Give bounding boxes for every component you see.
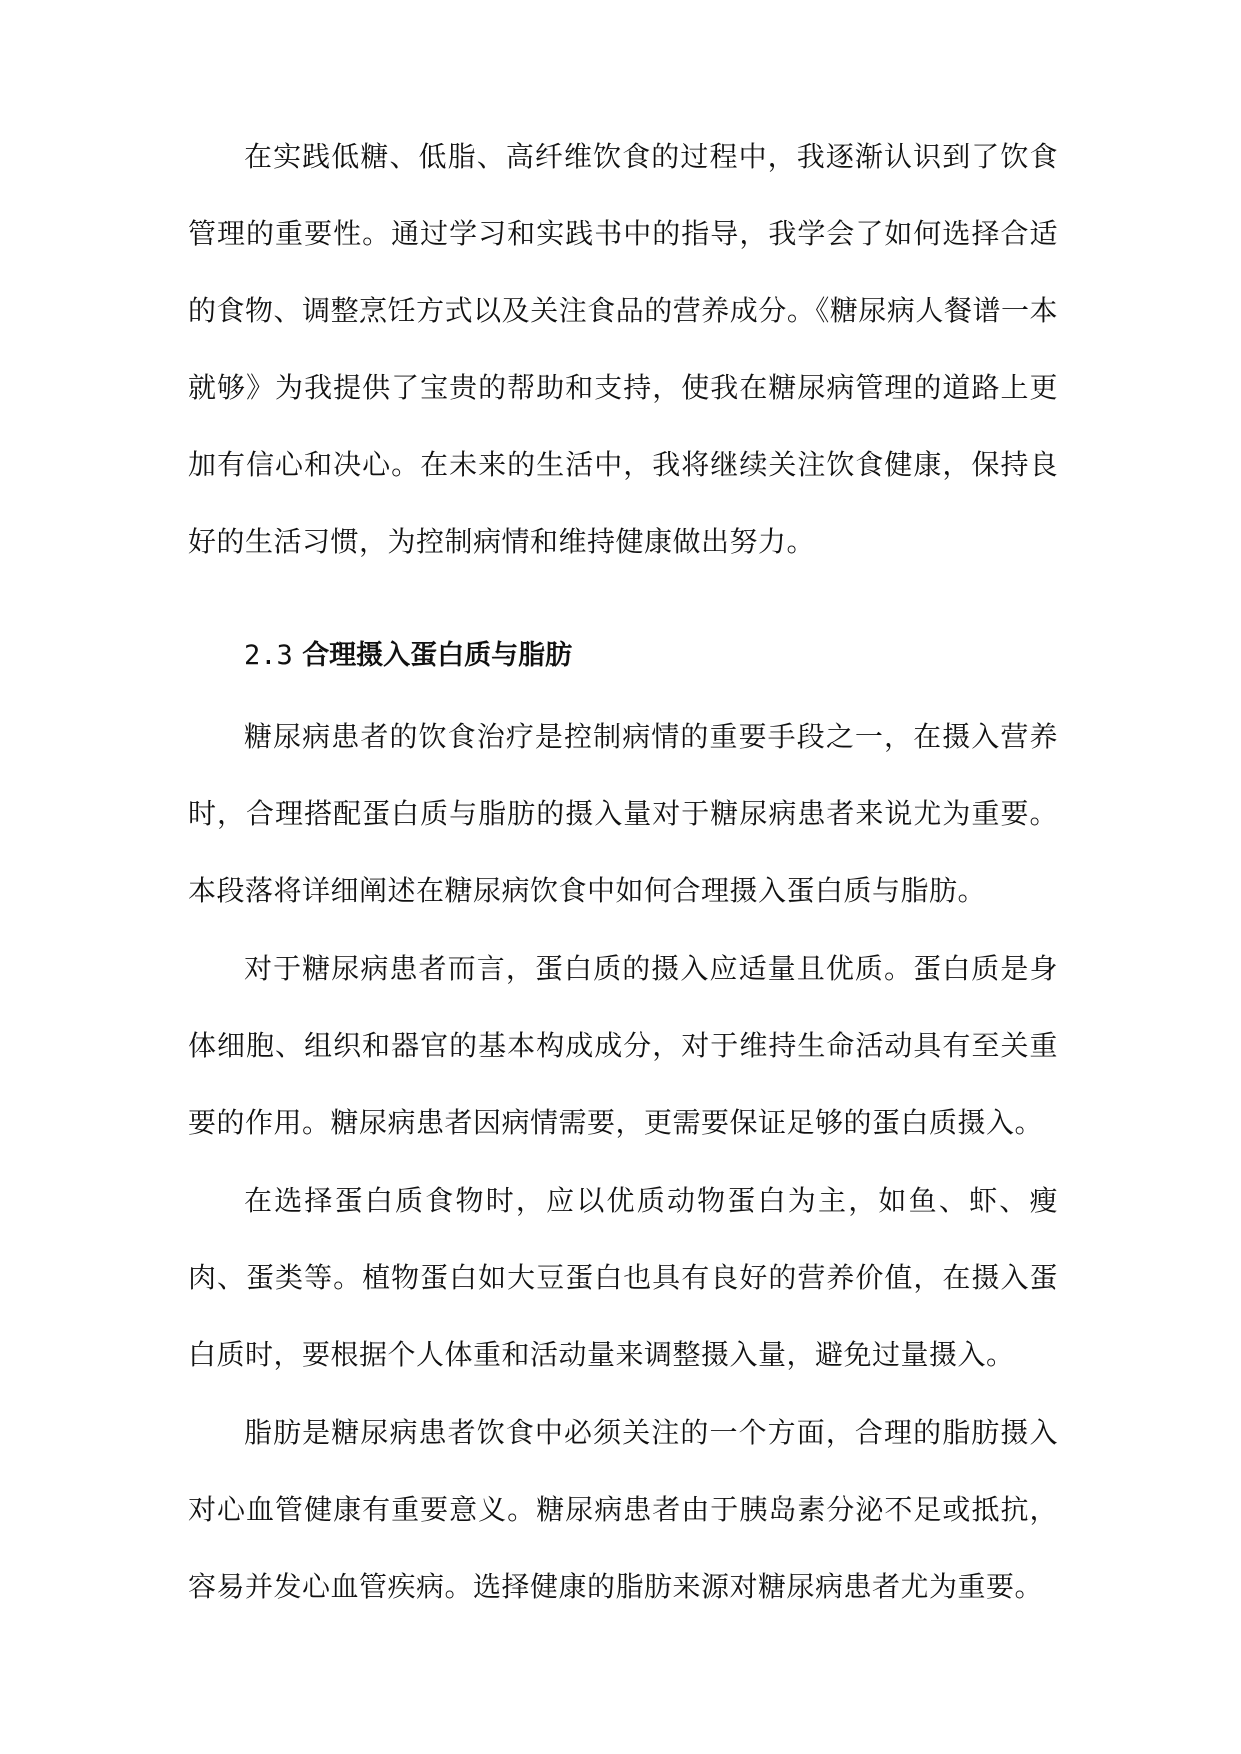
section-heading bbox=[244, 626, 572, 686]
paragraph-fat: 脂肪是糖尿病患者饮食中必须关注的一个方面，合理的脂肪摄入对心血管健康有重要意义。糖尿病患者由于胰岛素分泌不足或抵抗，容易并发心血管疾病。选择健康的脂肪来源对糖尿病患者尤为重要。 bbox=[188, 1416, 1058, 1603]
paragraph-protein-sources: 在选择蛋白质食物时，应以优质动物蛋白为主，如鱼、虾、瘦肉、蛋类等。植物蛋白如大豆蛋白也具有良好的营养价值，在摄入蛋白质时，要根据个人体重和活动量来调整摄入量，避免过量摄入。 bbox=[188, 1184, 1058, 1371]
section-number: 2.3 bbox=[244, 640, 293, 671]
paragraph-diet-practice: 在实践低糖、低脂、高纤维饮食的过程中，我逐渐认识到了饮食管理的重要性。通过学习和实践书中的指导，我学会了如何选择合适的食物、调整烹饪方式以及关注食品的营养成分。《糖尿病人餐谱一本就够》为我提供了宝贵的帮助和支持，使我在糖尿病管理的道路上更加有信心和决心。在未来的生活中，我将继续关注饮食健康，保持良好的生活习惯，为控制病情和维持健康做出努力。 bbox=[188, 140, 1058, 558]
section-title: 合理摄入蛋白质与脂肪 bbox=[302, 640, 573, 671]
paragraph-intro: 糖尿病患者的饮食治疗是控制病情的重要手段之一，在摄入营养时，合理搭配蛋白质与脂肪的摄入量对于糖尿病患者来说尤为重要。本段落将详细阐述在糖尿病饮食中如何合理摄入蛋白质与脂肪。 bbox=[188, 720, 1058, 907]
paragraph-protein-needs: 对于糖尿病患者而言，蛋白质的摄入应适量且优质。蛋白质是身体细胞、组织和器官的基本构成成分，对于维持生命活动具有至关重要的作用。糖尿病患者因病情需要，更需要保证足够的蛋白质摄入。 bbox=[188, 952, 1058, 1139]
